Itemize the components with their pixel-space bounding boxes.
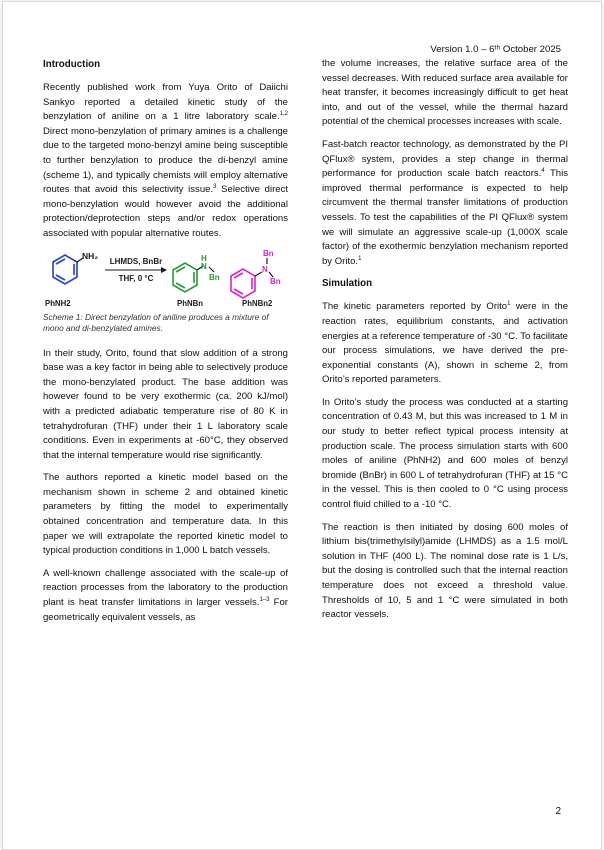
scheme-1-figure: [43, 250, 288, 310]
fast-batch-text-1: Fast-batch reactor technology, as demonstrated by the PI QFlux® system, provides a step change in thermal performance for production scale batch reactors.: [322, 138, 568, 180]
bn-label-top: Bn: [263, 249, 274, 258]
introduction-heading: Introduction: [43, 59, 101, 70]
simulation-heading: Simulation: [322, 278, 373, 290]
di-benzyl-structure: [231, 269, 255, 298]
citation: 1–3: [259, 596, 270, 603]
bn-label-right: Bn: [270, 276, 281, 286]
process-conditions-paragraph: In Orito’s study the process was conducted at a starting concentration of 0.43 M, but this was increased to 1 M in our study to better reflect typical process intensity at production scale. The process simulation starts with 600 moles of aniline (PhNH2) and 600 moles of benzyl bromide (BnBr) in 600 L of tetrahydrofuran (THF) at 15 °C in the vessel. This is then cooled to 0 °C using process control fluid chilled to a -10 °C.: [322, 396, 568, 511]
arrow-head-icon: [161, 267, 167, 273]
reagent-top: LHMDS, BnBr: [109, 256, 163, 266]
kinetic-parameters-paragraph: [322, 300, 568, 388]
study-paragraph-2: The authors reported a kinetic model based on the mechanism shown in scheme 2 and obtained kinetic parameters by fitting the model to experimentally obtained concentration and temperature data. In this paper we will extrapolate the reported kinetic model to typical production conditions in 1,000 L batch vessels.: [43, 472, 288, 557]
study-paragraph-3: [43, 567, 288, 625]
document-page: [2, 1, 602, 850]
reaction-scheme: [43, 250, 288, 310]
kinetic-text-1: The kinetic parameters reported by Orito: [322, 301, 508, 313]
citation: 3: [213, 183, 217, 190]
heat-transfer-text-2: For geometrically equivalent vessels, as: [43, 597, 288, 623]
h-label: H: [201, 253, 207, 263]
intro-text-2: Direct mono-benzylation of primary amines is a challenge due to the targeted mono-benzyl amine being susceptible to further benzylation to produce the di-benzyl amine (scheme 1), and typically chemists will employ alternative routes that avoid this selectivity issue.: [43, 125, 288, 196]
label-phnh2: PhNH2: [45, 298, 71, 308]
version-label: Version 1.0 – 6ᵗʰ October 2025: [430, 44, 561, 55]
label-phnbn2: PhNBn2: [242, 298, 273, 308]
citation: 4: [541, 167, 545, 174]
bn-label: Bn: [209, 272, 220, 282]
label-phnbn: PhNBn: [177, 298, 203, 308]
left-column: [43, 58, 288, 633]
scheme-1-caption: Scheme 1: Direct benzylation of aniline produces a mixture of mono and di-benzylated amines.: [43, 311, 269, 334]
mono-benzyl-structure: [173, 263, 197, 292]
n-label-2: N: [262, 264, 268, 274]
reagent-bottom: THF, 0 °C: [118, 273, 154, 283]
citation: 1,2: [279, 111, 288, 118]
page-number: 2: [555, 806, 561, 817]
aniline-structure: [53, 255, 83, 284]
intro-paragraph: [43, 81, 288, 242]
intro-text-1: Recently published work from Yuya Orito of Daiichi Sankyo reported a detailed kinetic study of the benzylation of aniline on a 1 litre laboratory scale.: [43, 82, 288, 123]
fast-batch-text-2: This improved thermal performance is expected to help circumvent the thermal transfer limitations of production vessels. To test the capabilities of the PI QFlux® system we will simulate an aggressive scale-up (1,000X scale factor) of the exothermic benzylation mechanism reported by Orito.: [322, 168, 568, 267]
dosing-paragraph: The reaction is then initiated by dosing 600 moles of lithium bis(trimethylsilyl)amide (LHMDS) as a 1.5 mol/L solution in THF (400 L). The nominal dose rate is 1 L/s, but the dosing is controlled such that the internal reaction temperature does not exceed a threshold value. Thresholds of 10, 5 and 1 °C were simulated in both reactor vessels.: [322, 521, 568, 621]
citation: 1: [358, 255, 362, 262]
nh2-label: NH₂: [82, 250, 99, 261]
right-column: [322, 42, 568, 631]
n-label: N: [201, 261, 207, 271]
fast-batch-paragraph: [322, 138, 568, 269]
intro-text-3: Selective direct mono-benzylation would however avoid the additional protection/deprotection steps and/or redox operations associated with popular alternative routes.: [43, 184, 288, 239]
citation: 1: [507, 301, 511, 308]
heat-transfer-text: A well-known challenge associated with the scale-up of reaction processes from the laboratory to the production plant is heat transfer limitations in larger vessels.: [43, 567, 288, 609]
volume-paragraph: the volume increases, the relative surface area of the vessel decreases. With reduced surface area available for heat transfer, it becomes increasingly difficult to get heat into, and out of the vessel, while the thermal hazard potential of the chemical processes increases with scale.: [322, 58, 568, 128]
study-paragraph-1: In their study, Orito, found that slow addition of a strong base was a key factor in being able to selectively produce the mono-benzylated product. The base addition was however found to be very exothermic (ca. 200 kJ/mol) with a predicted adiabatic temperature rise of 80 K in tetrahydrofuran (THF) under their 1 L laboratory scale conditions. Even in experiments at -60°C, they observed that the internal temperature would rise significantly.: [43, 347, 288, 461]
kinetic-text-2: were in the reaction rates, equilibrium constants, and activation energies at a reference temperature of -30 °C. To facilitate our process simulations, we have derived the pre-exponential constants (A), shown in scheme 2, from Orito’s reported parameters.: [322, 301, 569, 386]
